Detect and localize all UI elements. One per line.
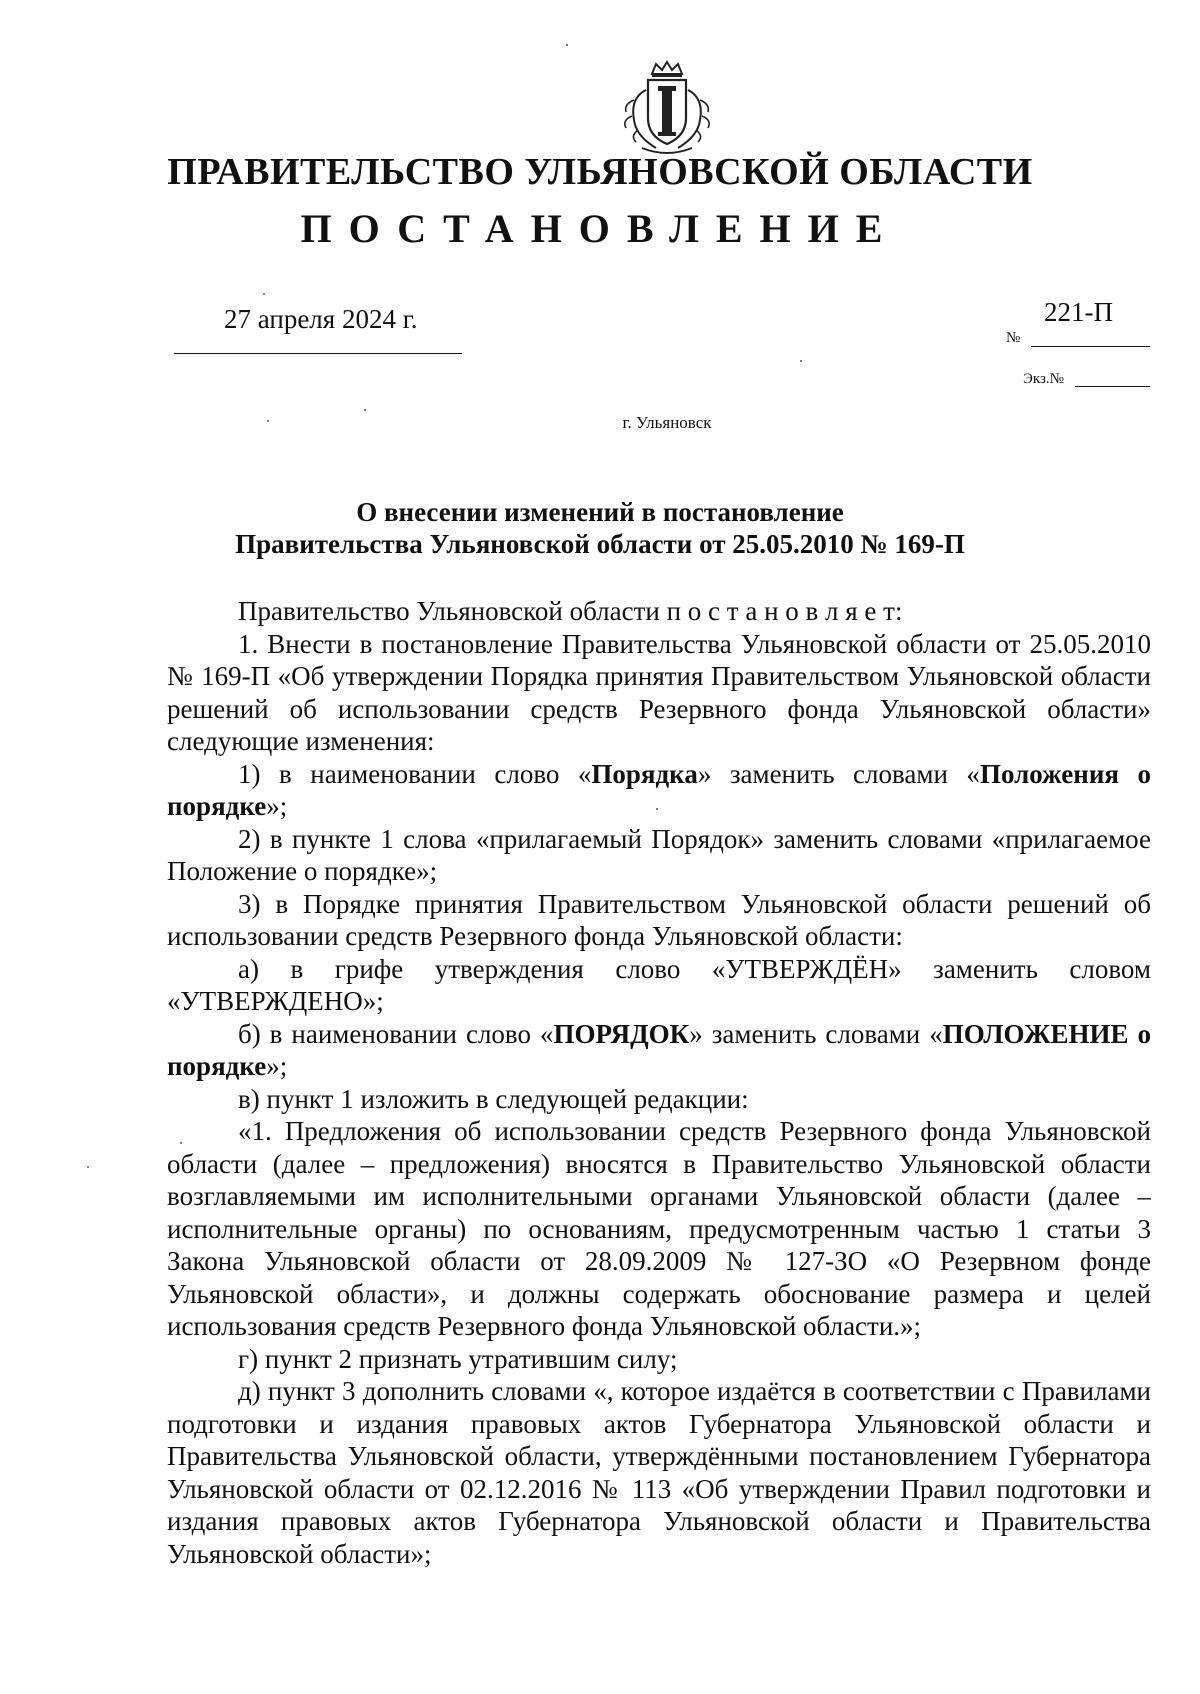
document-type-title: ПОСТАНОВЛЕНИЕ (300, 206, 900, 251)
paragraph-quote: «1. Предложения об использовании средств Резервного фонда Ульяновской области (далее – предложения) вносятся в Правительство Ульяновской области возглавляемыми им исполнительными органами Ульяновской области (далее – исполнительные органы) по основаниям, предусмотренным частью 1 статьи 3 Закона Ульяновской области от 28.09.2009 № 127-ЗО «О Резервном фонде Ульяновской области», и должны содержать обоснование размера и целей использования средств Резервного фонда Ульяновской области.»; (167, 1116, 1151, 1341)
subject-line-1: О внесении изменений в постановление (356, 497, 844, 527)
paragraph-sub-3v: в) пункт 1 изложить в следующей редакции: (238, 1083, 749, 1114)
document-number: 221-П (1044, 297, 1113, 327)
scan-speck (87, 1166, 89, 1168)
paragraph-sub-3b: б) в наименовании слово «ПОРЯДОК» заменить словами «ПОЛОЖЕНИЕ о порядке»; (167, 1018, 1151, 1081)
ulyanovsk-coat-of-arms-icon (612, 60, 722, 160)
paragraph-sub-2: 2) в пункте 1 слова «прилагаемый Порядок» заменить словами «прилагаемое Положение о порядке»; (167, 823, 1151, 886)
scan-speck (263, 293, 265, 295)
document-date: 27 апреля 2024 г. (224, 304, 418, 334)
paragraph-item-1: 1. Внести в постановление Правительства Ульяновской области от 25.05.2010 № 169-П «Об утверждении Порядка принятия Правительством Ульяновской области решений об использовании средств Резервного фонда Ульяновской области» следующие изменения: (167, 628, 1151, 756)
intro-paragraph: Правительство Ульяновской области п о с т а н о в л я е т: (238, 596, 903, 626)
city-name: г. Ульяновск (622, 413, 712, 432)
organization-title: ПРАВИТЕЛЬСТВО УЛЬЯНОВСКОЙ ОБЛАСТИ (167, 151, 1033, 193)
scan-speck (364, 409, 366, 411)
copy-number-underline (1075, 386, 1150, 387)
paragraph-sub-3: 3) в Порядке принятия Правительством Ульяновской области решений об использовании средств Резервного фонда Ульяновской области: (167, 888, 1151, 951)
subject-line-2: Правительства Ульяновской области от 25.05.2010 № 169-П (235, 529, 965, 559)
paragraph-sub-1: 1) в наименовании слово «Порядка» заменить словами «Положения о порядке»; (167, 758, 1151, 821)
number-sign-label: № (1006, 330, 1021, 346)
date-underline (174, 353, 462, 354)
number-underline (1031, 346, 1150, 347)
scan-speck (800, 360, 802, 362)
paragraph-sub-3a: а) в грифе утверждения слово «УТВЕРЖДЁН» заменить словом «УТВЕРЖДЕНО»; (167, 953, 1151, 1016)
document-subject (0, 496, 1200, 560)
document-body (167, 595, 1151, 1570)
copy-number-label: Экз.№ (1023, 371, 1064, 387)
scan-speck (566, 44, 568, 46)
scan-speck (267, 420, 269, 422)
paragraph-sub-3d: д) пункт 3 дополнить словами «, которое издаётся в соответствии с Правилами подготовки и издания правовых актов Губернатора Ульяновской области и Правительства Ульяновской области, утверждёнными постановлением Губернатора Ульяновской области от 02.12.2016 № 113 «Об утверждении Правил подготовки и издания правовых актов Губернатора Ульяновской области и Правительства Ульяновской области»; (167, 1376, 1151, 1569)
scan-speck (656, 808, 658, 810)
paragraph-sub-3g: г) пункт 2 признать утратившим силу; (238, 1343, 678, 1374)
scan-speck (180, 1142, 182, 1144)
